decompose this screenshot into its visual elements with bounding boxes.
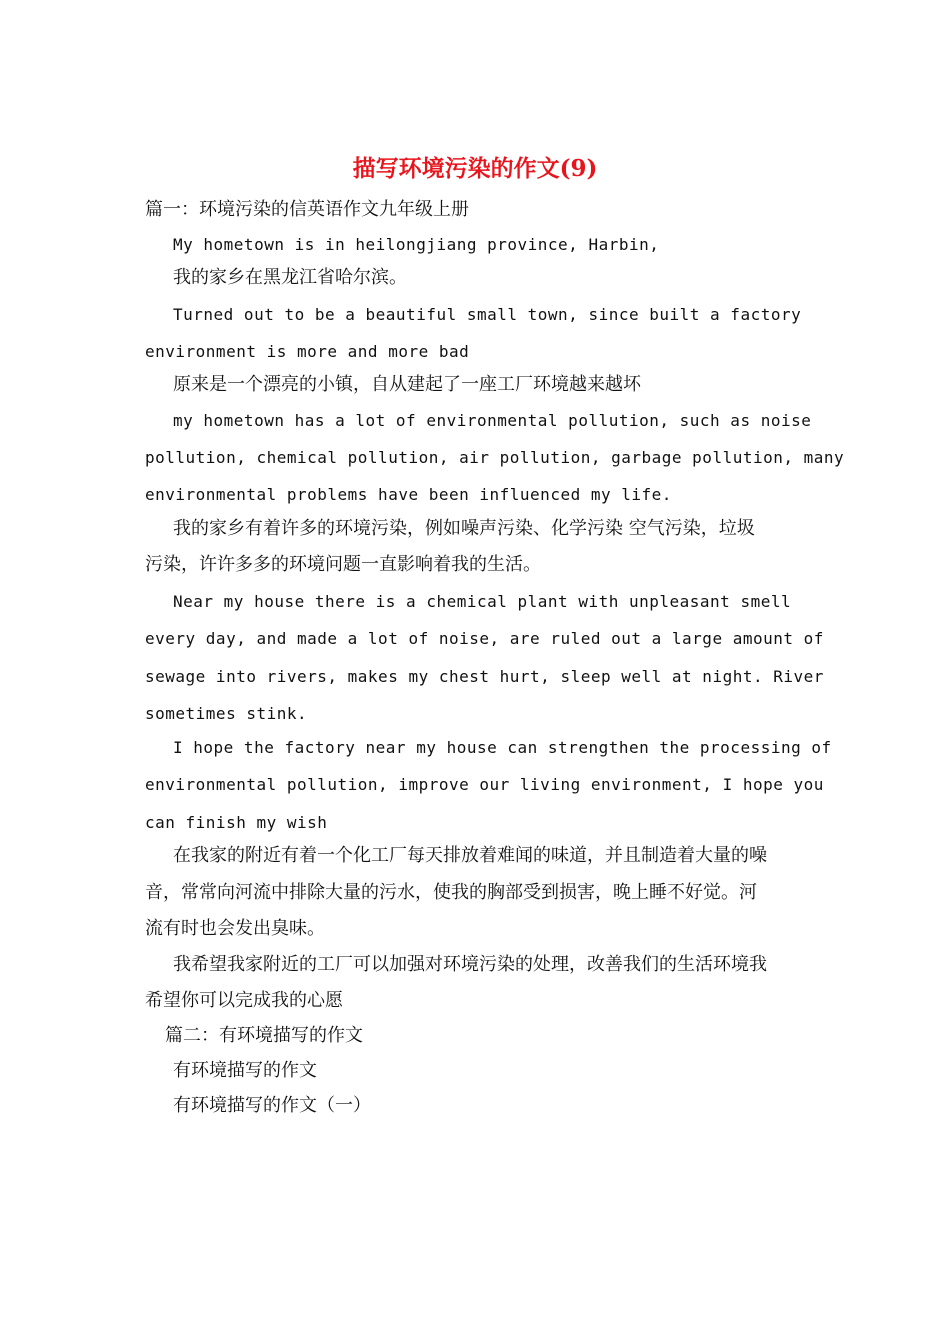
- paragraph-line: my hometown has a lot of environmental pollution, such as noise: [173, 411, 812, 430]
- paragraph-line: can finish my wish: [145, 813, 328, 832]
- paragraph-line: sewage into rivers, makes my chest hurt, sleep well at night. River: [145, 667, 824, 686]
- paragraph-line: environmental problems have been influenced my life.: [145, 485, 672, 504]
- paragraph-line: 我的家乡在黑龙江省哈尔滨。: [173, 267, 407, 288]
- paragraph-line: 我希望我家附近的工厂可以加强对环境污染的处理，改善我们的生活环境我: [173, 954, 767, 975]
- paragraph-line: sometimes stink.: [145, 704, 308, 723]
- paragraph-line: every day, and made a lot of noise, are ruled out a large amount of: [145, 629, 824, 648]
- section-heading: 篇一：环境污染的信英语作文九年级上册: [145, 199, 469, 220]
- paragraph-line: Turned out to be a beautiful small town, since built a factory: [173, 305, 802, 324]
- paragraph-line: Near my house there is a chemical plant with unpleasant smell: [173, 592, 792, 611]
- paragraph-line: 音，常常向河流中排除大量的污水，使我的胸部受到损害，晚上睡不好觉。河: [145, 882, 757, 903]
- document-title: 描写环境污染的作文(9): [352, 155, 598, 182]
- paragraph-line: 在我家的附近有着一个化工厂每天排放着难闻的味道，并且制造着大量的噪: [173, 845, 767, 866]
- paragraph-line: environment is more and more bad: [145, 342, 470, 361]
- paragraph-line: pollution, chemical pollution, air pollution, garbage pollution, many: [145, 448, 845, 467]
- paragraph-line: 有环境描写的作文（一）: [173, 1095, 371, 1116]
- paragraph-line: My hometown is in heilongjiang province, Harbin,: [173, 235, 660, 254]
- paragraph-line: 有环境描写的作文: [173, 1060, 317, 1081]
- paragraph-line: I hope the factory near my house can strengthen the processing of: [173, 738, 832, 757]
- paragraph-line: environmental pollution, improve our living environment, I hope you: [145, 775, 824, 794]
- paragraph-line: 原来是一个漂亮的小镇，自从建起了一座工厂环境越来越坏: [173, 374, 641, 395]
- section-heading: 篇二：有环境描写的作文: [165, 1025, 363, 1046]
- paragraph-line: 流有时也会发出臭味。: [145, 918, 325, 939]
- paragraph-line: 我的家乡有着许多的环境污染，例如噪声污染、化学污染 空气污染，垃圾: [173, 518, 755, 539]
- paragraph-line: 污染，许许多多的环境问题一直影响着我的生活。: [145, 554, 541, 575]
- paragraph-line: 希望你可以完成我的心愿: [145, 990, 343, 1011]
